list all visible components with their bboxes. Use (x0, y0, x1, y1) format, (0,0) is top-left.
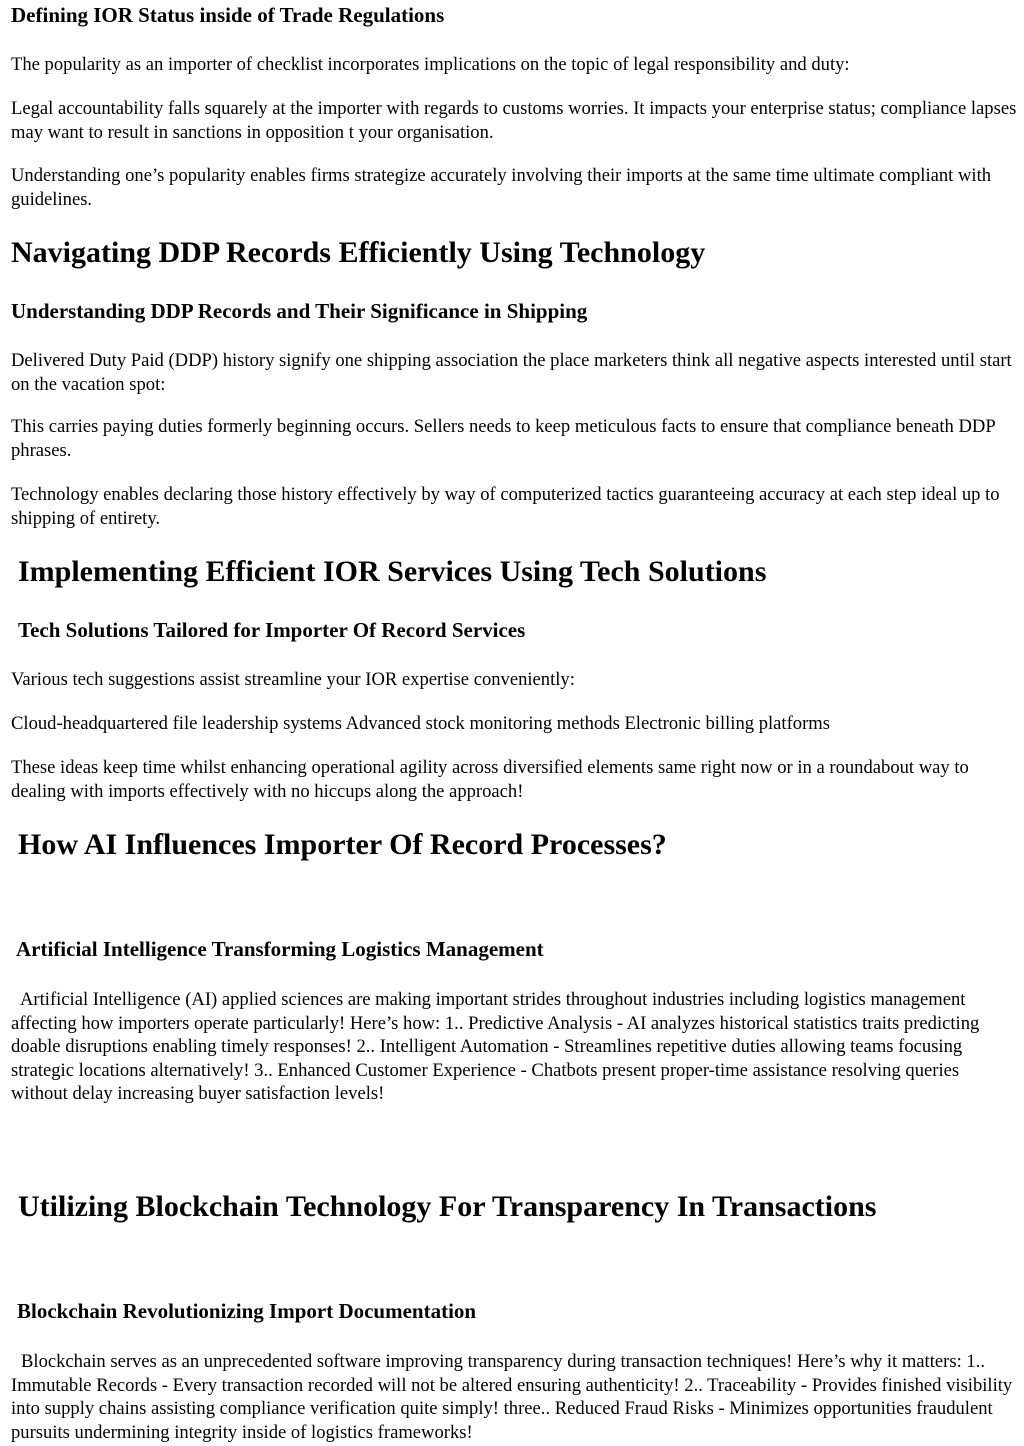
paragraph: Legal accountability falls squarely at the importer with regards to customs worries. It impacts your enterprise status; compliance lapses may want to result in sanctions in opposition t your organisation. (11, 98, 1017, 143)
subheading-ai-logistics: Artificial Intelligence Transforming Logistics Management (16, 937, 544, 961)
paragraph: Technology enables declaring those history effectively by way of computerized tactics guaranteeing accuracy at each step ideal up to shipping of entirety. (11, 484, 1000, 529)
subheading-blockchain-documentation: Blockchain Revolutionizing Import Documentation (17, 1299, 477, 1323)
section-heading-ai-influence: How AI Influences Importer Of Record Processes? (18, 828, 667, 861)
paragraph: Blockchain serves as an unprecedented software improving transparency during transaction techniques! Here’s why it matters: 1.. Immutable Records - Every transaction recorded will not be altered ensuring authenticity! 2.. Traceability - Provides finished visibility into supply chains assisting compliance verification quite simply! three.. Reduced Fraud Risks - Minimizes opportunities fraudulent pursuits undermining integrity inside of logistics frameworks! (11, 1351, 1013, 1443)
section-heading-ior-status: Defining IOR Status inside of Trade Regulations (11, 3, 445, 27)
subheading-tech-solutions: Tech Solutions Tailored for Importer Of Record Services (18, 618, 526, 642)
section-heading-blockchain: Utilizing Blockchain Technology For Transparency In Transactions (18, 1190, 877, 1223)
paragraph: This carries paying duties formerly beginning occurs. Sellers needs to keep meticulous facts to ensure that compliance beneath DDP phrases. (11, 416, 995, 461)
paragraph: Various tech suggestions assist streamline your IOR expertise conveniently: (11, 669, 575, 690)
paragraph: Delivered Duty Paid (DDP) history signify one shipping association the place marketers think all negative aspects interested until start on the vacation spot: (11, 350, 1012, 395)
section-heading-ddp-records: Navigating DDP Records Efficiently Using Technology (11, 236, 706, 269)
paragraph: Artificial Intelligence (AI) applied sciences are making important strides throughout industries including logistics management affecting how importers operate particularly! Here’s how: 1.. Predictive Analysis - AI analyzes historical statistics traits predicting doable disruptions enabling timely responses! 2.. Intelligent Automation - Streamlines repetitive duties allowing teams focusing strategic locations alternatively! 3.. Enhanced Customer Experience - Chatbots present proper-time assistance resolving queries without delay increasing buyer satisfaction levels! (11, 989, 980, 1104)
paragraph: Cloud-headquartered file leadership systems Advanced stock monitoring methods Electronic billing platforms (11, 713, 830, 734)
section-heading-ior-services: Implementing Efficient IOR Services Using Tech Solutions (18, 555, 767, 588)
paragraph: Understanding one’s popularity enables firms strategize accurately involving their imports at the same time ultimate compliant with guidelines. (11, 165, 992, 210)
paragraph: These ideas keep time whilst enhancing operational agility across diversified elements same right now or in a roundabout way to dealing with imports effectively with no hiccups along the approach! (11, 757, 969, 802)
subheading-ddp-significance: Understanding DDP Records and Their Significance in Shipping (11, 299, 588, 323)
paragraph: The popularity as an importer of checklist incorporates implications on the topic of legal responsibility and duty: (11, 54, 850, 75)
